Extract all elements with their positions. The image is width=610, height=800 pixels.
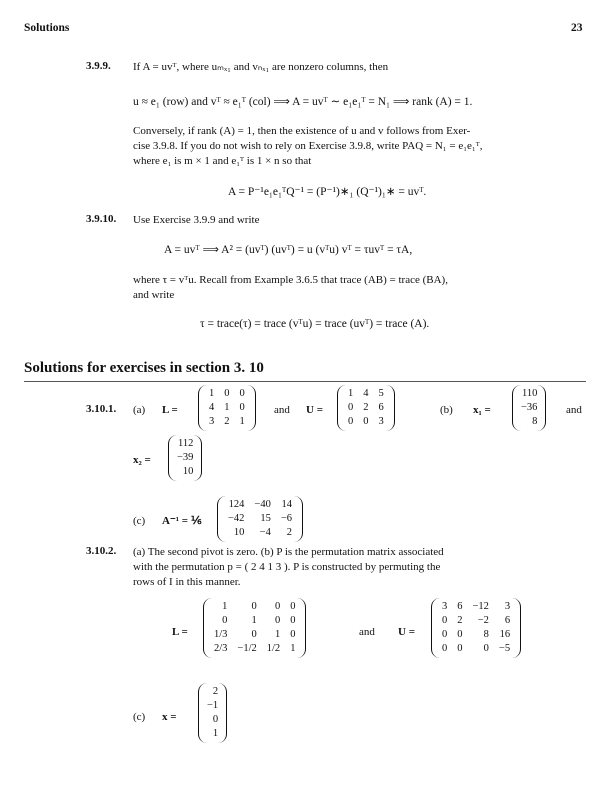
U4-entry: −2	[477, 615, 489, 626]
ex3101-part-a: (a)	[133, 404, 146, 416]
vector-x	[198, 683, 227, 743]
ex399-para2: cise 3.9.8. If you do not wish to rely on Exercise 3.9.8, write PAQ = N₁ = e₁e₁ᵀ,	[133, 140, 483, 152]
U4-entry: 3	[442, 601, 448, 612]
x2-entry: −39	[177, 452, 194, 463]
U4-entry: 2	[457, 615, 463, 626]
L3-entry: 0	[224, 388, 230, 399]
ex3101-part-b: (b)	[440, 404, 453, 416]
Ainv-entry: −40	[254, 499, 271, 510]
ex3101-U-label: U =	[306, 404, 323, 416]
U3-entry: 3	[378, 416, 384, 427]
x-entry: −1	[207, 700, 219, 711]
Ainv-entry: 124	[228, 499, 245, 510]
U3-entry: 4	[363, 388, 369, 399]
exercise-number-3-9-9: 3.9.9.	[86, 60, 111, 72]
U4-entry: 0	[442, 629, 448, 640]
L4-entry: 1/2	[266, 643, 281, 654]
L3-entry: 1	[224, 402, 230, 413]
x2-entry: 112	[178, 438, 194, 449]
U3-row	[343, 415, 389, 429]
x-row	[204, 713, 221, 727]
U3-row	[343, 387, 389, 401]
U4-entry: −12	[472, 601, 489, 612]
U4-entry: 0	[442, 615, 448, 626]
x2-entry: 10	[182, 466, 194, 477]
x-row	[204, 699, 221, 713]
L3-entry: 4	[209, 402, 215, 413]
ex3102-line2: with the permutation p = ( 2 4 1 3 ). P is constructed by permuting the	[133, 561, 441, 573]
x-entry: 0	[212, 714, 219, 725]
Ainv-entry: −4	[259, 527, 271, 538]
exercise-number-3-9-10: 3.9.10.	[86, 213, 117, 225]
L4-entry: 0	[251, 601, 257, 612]
ex399-para3: where e₁ is m × 1 and e₁ᵀ is 1 × n so that	[133, 155, 312, 167]
L4-entry: 1	[222, 601, 228, 612]
Ainv-entry: −42	[228, 513, 245, 524]
ex3101-part-c: (c)	[133, 515, 146, 527]
ex399-line1: If A = uvᵀ, where uₘₓ₁ and vₙₓ₁ are nonzero columns, then	[133, 61, 389, 73]
L4-row	[209, 628, 300, 642]
matrix-L-4x4	[203, 598, 306, 658]
U4-entry: 16	[499, 629, 511, 640]
ex3910-para2: and write	[133, 289, 175, 301]
L3-entry: 1	[239, 416, 245, 427]
x-row	[204, 727, 221, 741]
x1-entry: 8	[532, 416, 538, 427]
L4-entry: 1	[290, 643, 296, 654]
L4-entry: 0	[290, 601, 296, 612]
section-rule	[24, 381, 586, 382]
matrix-L-3x3	[198, 385, 256, 431]
L4-entry: 0	[290, 629, 296, 640]
ex399-equation1: u ≈ e₁ (row) and vᵀ ≈ e₁ᵀ (col) ⟹ A = uvᵀ ∼ e₁e₁ᵀ = N₁ ⟹ rank (A) = 1.	[133, 96, 473, 108]
ex3102-and: and	[359, 626, 375, 638]
U3-entry: 0	[348, 402, 354, 413]
U4-entry: −5	[498, 643, 511, 654]
ex3101-x1-label: x₁ =	[473, 404, 491, 416]
x-entry: 2	[212, 686, 219, 697]
L4-row	[209, 614, 300, 628]
L3-entry: 2	[224, 416, 230, 427]
L4-entry: 1	[274, 629, 281, 640]
U3-entry: 1	[348, 388, 354, 399]
L4-row	[209, 642, 300, 656]
ex3102-U-label: U =	[398, 626, 415, 638]
exercise-number-3-10-2: 3.10.2.	[86, 545, 117, 557]
L4-entry: 1/3	[214, 629, 228, 640]
U4-entry: 3	[504, 601, 511, 612]
L3-entry: 1	[209, 388, 215, 399]
matrix-U-4x4	[431, 598, 521, 658]
ex3910-equation2: τ = trace(τ) = trace (vᵀu) = trace (uvᵀ) = trace (A).	[200, 318, 430, 330]
U4-entry: 8	[483, 629, 489, 640]
L4-entry: 0	[251, 629, 257, 640]
U4-row	[437, 642, 515, 656]
Ainv-entry: 10	[233, 527, 245, 538]
U3-entry: 6	[378, 402, 384, 413]
x1-row	[518, 415, 540, 429]
L3-row	[204, 401, 250, 415]
L3-entry: 0	[239, 402, 245, 413]
x1-row	[518, 401, 540, 415]
x1-entry: −36	[521, 402, 538, 413]
ex3910-para1: where τ = vᵀu. Recall from Example 3.6.5 that trace (AB) = trace (BA),	[133, 274, 448, 286]
L4-entry: 0	[274, 615, 281, 626]
L3-entry: 3	[209, 416, 215, 427]
ex3102-line3: rows of I in this manner.	[133, 576, 241, 588]
x2-row	[174, 437, 196, 451]
U3-entry: 5	[378, 388, 384, 399]
x2-row	[174, 465, 196, 479]
L4-entry: −1/2	[237, 643, 257, 654]
ex3102-x-label: x =	[162, 711, 177, 723]
x-row	[204, 685, 221, 699]
ex3102-L-label: L =	[172, 626, 188, 638]
vector-x1	[512, 385, 546, 431]
U4-entry: 0	[457, 629, 463, 640]
Ainv-entry: −6	[280, 513, 293, 524]
running-header-title: Solutions	[24, 22, 70, 34]
ex3101-and1: and	[274, 404, 290, 416]
U4-entry: 0	[442, 643, 448, 654]
L4-entry: 0	[274, 601, 281, 612]
Ainv-entry: 15	[260, 513, 271, 524]
L4-entry: 1	[251, 615, 257, 626]
U3-entry: 2	[363, 402, 369, 413]
U4-row	[437, 614, 515, 628]
section-title: Solutions for exercises in section 3. 10	[24, 360, 264, 376]
Ainv-entry: 14	[281, 499, 293, 510]
ex399-equation2: A = P⁻¹e₁e₁ᵀQ⁻¹ = (P⁻¹)∗₁ (Q⁻¹)₁∗ = uvᵀ.	[228, 186, 427, 198]
matrix-U-3x3	[337, 385, 395, 431]
L4-entry: 0	[222, 615, 228, 626]
U4-entry: 0	[457, 643, 463, 654]
U4-entry: 6	[457, 601, 463, 612]
ex399-para1: Conversely, if rank (A) = 1, then the existence of u and v follows from Exer-	[133, 125, 471, 137]
x-entry: 1	[212, 728, 219, 739]
U4-entry: 0	[483, 643, 489, 654]
ex3101-and2: and	[566, 404, 582, 416]
U4-row	[437, 600, 515, 614]
L4-row	[209, 600, 300, 614]
U3-entry: 0	[363, 416, 369, 427]
L3-row	[204, 415, 250, 429]
L4-entry: 0	[290, 615, 296, 626]
Ainv-entry: 2	[286, 527, 293, 538]
ex3101-Ainv-label: A⁻¹ = ⅙	[162, 515, 202, 527]
L3-entry: 0	[239, 388, 245, 399]
Ainv-row	[223, 526, 297, 540]
x1-entry: 110	[522, 388, 538, 399]
Ainv-row	[223, 512, 297, 526]
L3-row	[204, 387, 250, 401]
page-number: 23	[571, 22, 583, 34]
U3-entry: 0	[348, 416, 354, 427]
U4-entry: 6	[504, 615, 511, 626]
x1-row	[518, 387, 540, 401]
exercise-number-3-10-1: 3.10.1.	[86, 403, 117, 415]
Ainv-row	[223, 498, 297, 512]
vector-x2	[168, 435, 202, 481]
ex3910-line1: Use Exercise 3.9.9 and write	[133, 214, 260, 226]
ex3101-L-label: L =	[162, 404, 178, 416]
L4-entry: 2/3	[214, 643, 228, 654]
matrix-A-inverse	[217, 496, 303, 542]
ex3910-equation1: A = uvᵀ ⟹ A² = (uvᵀ) (uvᵀ) = u (vᵀu) vᵀ = τuvᵀ = τA,	[164, 244, 413, 256]
x2-row	[174, 451, 196, 465]
ex3101-x2-label: x₂ =	[133, 454, 151, 466]
ex3102-part-c: (c)	[133, 711, 146, 723]
ex3102-line1: (a) The second pivot is zero. (b) P is the permutation matrix associated	[133, 546, 444, 558]
U3-row	[343, 401, 389, 415]
U4-row	[437, 628, 515, 642]
